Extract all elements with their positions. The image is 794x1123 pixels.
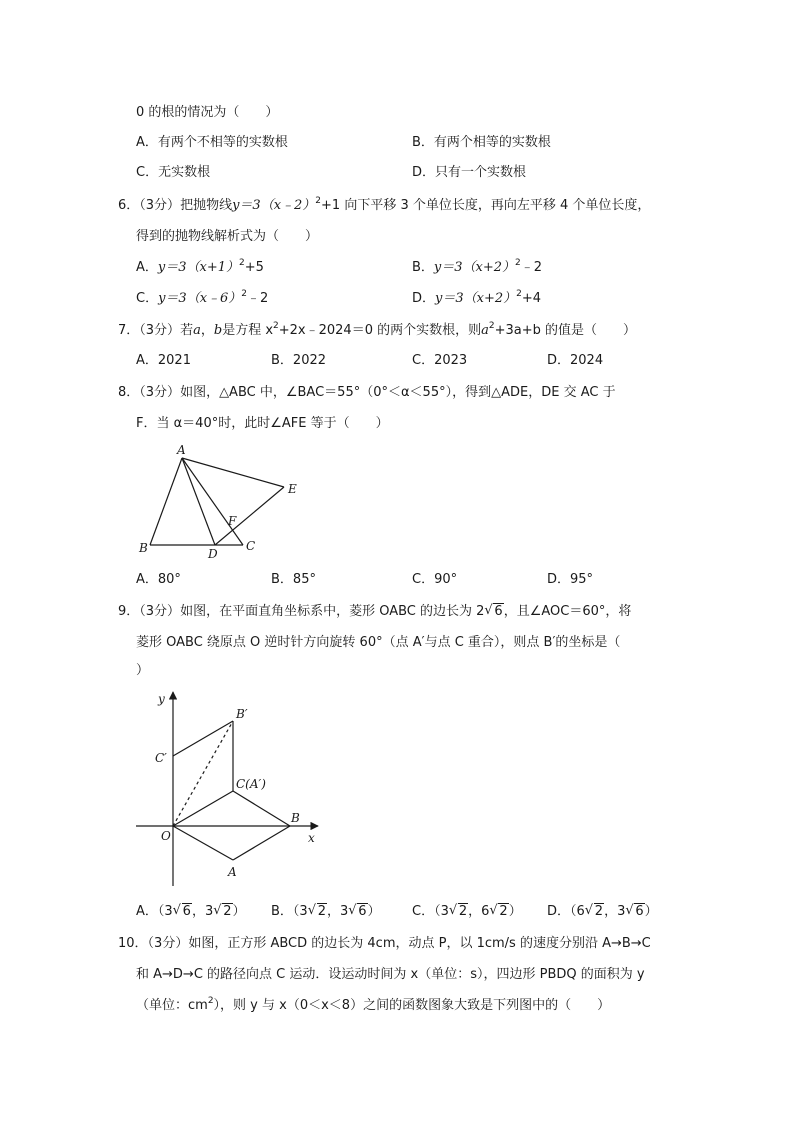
question-score: （3分）	[147, 936, 189, 951]
q10-stem-line2: 和 A→D→C 的路径向点 C 运动．设运动时间为 x（单位：s），四边形 PBDQ 的面积为 y	[136, 967, 645, 982]
question-number: 8．	[118, 385, 140, 400]
q8-label-b: B	[139, 541, 148, 555]
question-score: （3分）	[139, 604, 181, 619]
q8-option-c[interactable]: C．90°	[412, 572, 458, 587]
question-number: 6．	[118, 198, 140, 213]
question-score: （3分）	[139, 323, 181, 338]
q9-label-o: O	[161, 829, 171, 843]
q9-label-c-a-prime: C(A′)	[236, 777, 266, 791]
q9-option-a[interactable]: A．（3√ 6，3√ 2）	[136, 903, 246, 921]
question-number: 7．	[118, 323, 140, 338]
q5-stem-tail: 0 的根的情况为（ ）	[136, 105, 279, 120]
question-number: 9．	[118, 604, 140, 619]
q8-label-d: D	[208, 547, 218, 561]
q8-stem: 8．（3分）如图，△ABC 中，∠BAC＝55°（0°＜α＜55°），得到△ADE，DE 交 AC 于	[118, 385, 616, 400]
q5-option-d[interactable]: D．只有一个实数根	[412, 165, 527, 180]
question-score: （3分）	[139, 198, 181, 213]
q9-label-b: B	[291, 811, 300, 825]
q9-label-a: A	[228, 865, 237, 879]
q6-option-d[interactable]: D．$y=3(x+2)^2+4$	[412, 289, 542, 306]
q7-option-d[interactable]: D．2024	[547, 353, 604, 368]
q9-option-c[interactable]: C．（3√ 2，6√ 2）	[412, 903, 522, 921]
q9-option-d[interactable]: D．（6√ 2，3√ 6）	[547, 903, 658, 921]
q6-option-a[interactable]: A．$y=3(x+1)^2+5$	[136, 258, 264, 275]
q9-stem-line2: 菱形 OABC 绕原点 O 逆时针方向旋转 60°（点 A′与点 C 重合），则点 B′的坐标是（	[136, 635, 621, 650]
q6-stem-line2: 得到的抛物线解析式为（ ）	[136, 229, 319, 244]
q8-label-e: E	[288, 482, 297, 496]
q8-option-b[interactable]: B．85°	[271, 572, 316, 587]
q9-coordinate-figure	[130, 686, 330, 892]
q6-option-c[interactable]: C．y＝3（x﹣6）$^2$﹣2	[136, 289, 269, 306]
q9-option-b[interactable]: B．（3√ 2，3√ 6）	[271, 903, 381, 921]
q8-label-c: C	[246, 539, 256, 553]
q7-option-a[interactable]: A．2021	[136, 353, 191, 368]
q9-stem-line3: ）	[136, 663, 150, 678]
q8-label-a: A	[177, 443, 186, 457]
q9-label-c-prime: C′	[155, 751, 167, 765]
q5-option-a[interactable]: A．有两个不相等的实数根	[136, 135, 288, 150]
q7-option-c[interactable]: C．2023	[412, 353, 468, 368]
question-score: （3分）	[139, 385, 181, 400]
q9-label-b-prime: B′	[236, 707, 248, 721]
q8-stem-line2: F．当 α＝40°时，此时∠AFE 等于（ ）	[136, 416, 389, 431]
q10-stem-line3: （单位：$cm^2$），则 y 与 x（0＜x＜8）之间的函数图象大致是下列图中的（ ）	[136, 996, 611, 1013]
question-number: 10．	[118, 936, 148, 951]
q5-option-c[interactable]: C．无实数根	[136, 165, 211, 180]
q8-option-a[interactable]: A．80°	[136, 572, 181, 587]
q8-option-d[interactable]: D．95°	[547, 572, 594, 587]
q7-stem: 7．（3分）若a，b是方程 $x^2+2x﹣2024=0$ 的两个实数根，则$a^2+3a+b$ 的值是（ ）	[118, 321, 637, 338]
q6-option-b[interactable]: B．$y=3(x+2)^2﹣2$	[412, 258, 543, 275]
q6-stem: 6．（3分）把抛物线y＝3（x﹣2）$^2$+1 向下平移 3 个单位长度，再向左平移 4 个单位长度，	[118, 196, 651, 213]
q9-label-y: y	[158, 692, 165, 706]
q8-triangle-figure	[130, 438, 320, 564]
q9-stem: 9．（3分）如图，在平面直角坐标系中，菱形 OABC 的边长为 2√ 6，且∠AOC＝60°，将	[118, 603, 631, 621]
q7-option-b[interactable]: B．2022	[271, 353, 327, 368]
q8-label-f: F	[228, 514, 237, 528]
q9-label-x: x	[308, 831, 315, 845]
q5-option-b[interactable]: B．有两个相等的实数根	[412, 135, 551, 150]
q10-stem: 10．（3分）如图，正方形 ABCD 的边长为 4cm，动点 P，以 1cm/s 的速度分别沿 A→B→C	[118, 936, 651, 951]
